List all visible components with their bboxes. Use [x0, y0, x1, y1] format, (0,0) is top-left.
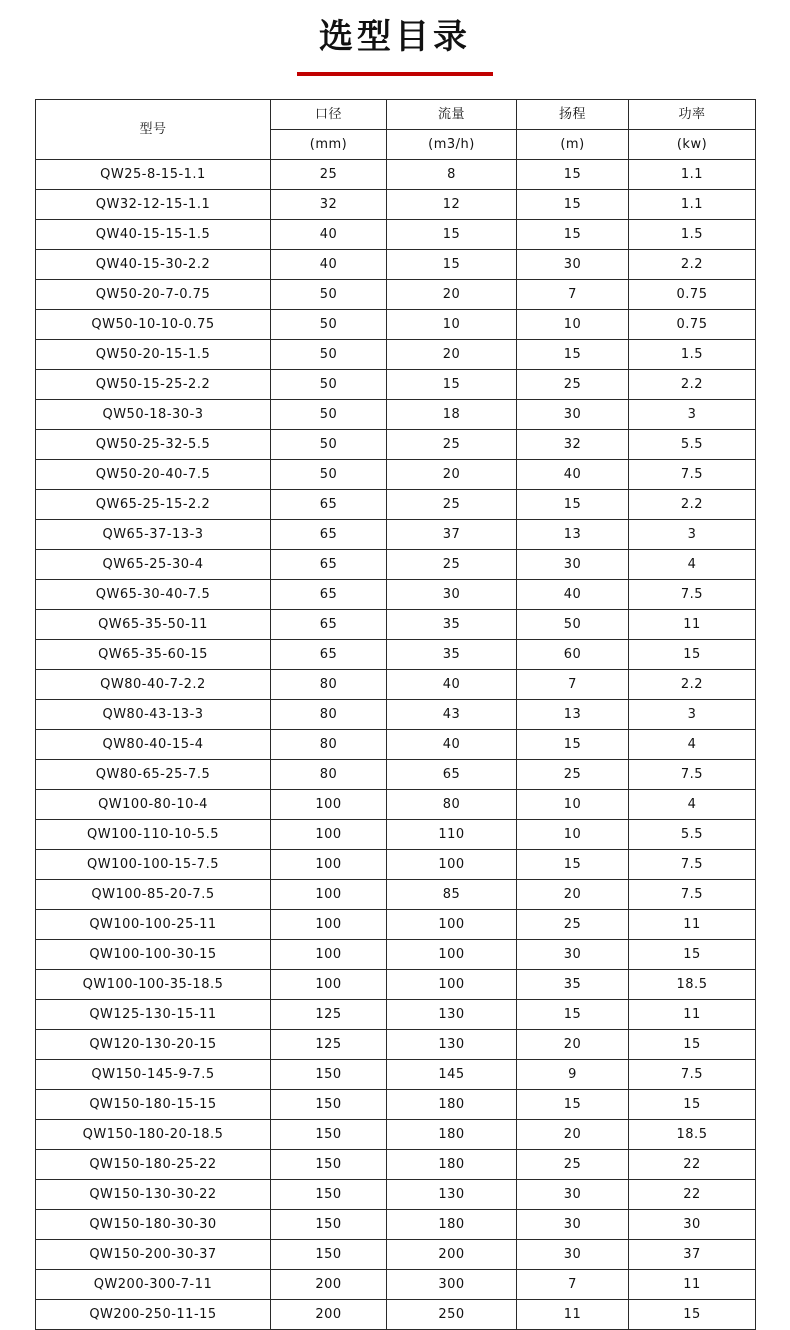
cell-bore: 100 — [271, 820, 387, 850]
cell-power: 11 — [629, 1270, 756, 1300]
cell-power: 2.2 — [629, 370, 756, 400]
cell-flow: 8 — [387, 160, 517, 190]
cell-power: 18.5 — [629, 970, 756, 1000]
cell-flow: 110 — [387, 820, 517, 850]
cell-head: 50 — [517, 610, 629, 640]
cell-bore: 200 — [271, 1300, 387, 1330]
cell-bore: 50 — [271, 310, 387, 340]
cell-power: 2.2 — [629, 490, 756, 520]
cell-power: 1.1 — [629, 160, 756, 190]
table-row — [36, 820, 756, 850]
table-row — [36, 850, 756, 880]
cell-power: 1.5 — [629, 340, 756, 370]
cell-bore: 150 — [271, 1060, 387, 1090]
cell-head: 9 — [517, 1060, 629, 1090]
cell-flow: 15 — [387, 250, 517, 280]
cell-head: 13 — [517, 520, 629, 550]
cell-flow: 15 — [387, 370, 517, 400]
cell-model: QW40-15-15-1.5 — [36, 220, 271, 250]
header-unit-head: (m) — [517, 130, 629, 160]
cell-bore: 50 — [271, 430, 387, 460]
cell-head: 25 — [517, 910, 629, 940]
header-unit-power: (kw) — [629, 130, 756, 160]
cell-head: 10 — [517, 820, 629, 850]
cell-head: 40 — [517, 460, 629, 490]
cell-flow: 15 — [387, 220, 517, 250]
cell-model: QW65-30-40-7.5 — [36, 580, 271, 610]
cell-bore: 100 — [271, 970, 387, 1000]
cell-bore: 50 — [271, 340, 387, 370]
table-row — [36, 610, 756, 640]
table-row — [36, 640, 756, 670]
cell-flow: 250 — [387, 1300, 517, 1330]
cell-flow: 43 — [387, 700, 517, 730]
cell-model: QW50-20-7-0.75 — [36, 280, 271, 310]
table-row — [36, 460, 756, 490]
cell-model: QW50-20-40-7.5 — [36, 460, 271, 490]
cell-model: QW150-180-25-22 — [36, 1150, 271, 1180]
cell-model: QW65-35-50-11 — [36, 610, 271, 640]
table-row — [36, 220, 756, 250]
cell-model: QW150-180-30-30 — [36, 1210, 271, 1240]
table-row — [36, 190, 756, 220]
table-row — [36, 400, 756, 430]
spec-table — [35, 99, 756, 1330]
cell-bore: 150 — [271, 1090, 387, 1120]
cell-flow: 130 — [387, 1030, 517, 1060]
cell-flow: 100 — [387, 970, 517, 1000]
cell-flow: 100 — [387, 940, 517, 970]
table-row — [36, 1240, 756, 1270]
cell-model: QW50-10-10-0.75 — [36, 310, 271, 340]
cell-model: QW80-40-15-4 — [36, 730, 271, 760]
cell-bore: 40 — [271, 220, 387, 250]
cell-head: 15 — [517, 850, 629, 880]
table-row — [36, 1090, 756, 1120]
cell-flow: 180 — [387, 1150, 517, 1180]
cell-bore: 50 — [271, 400, 387, 430]
cell-bore: 25 — [271, 160, 387, 190]
cell-bore: 150 — [271, 1120, 387, 1150]
cell-head: 15 — [517, 730, 629, 760]
cell-bore: 150 — [271, 1210, 387, 1240]
table-row — [36, 970, 756, 1000]
cell-bore: 40 — [271, 250, 387, 280]
cell-model: QW200-250-11-15 — [36, 1300, 271, 1330]
cell-power: 37 — [629, 1240, 756, 1270]
cell-power: 2.2 — [629, 250, 756, 280]
cell-flow: 300 — [387, 1270, 517, 1300]
table-row — [36, 1120, 756, 1150]
table-row — [36, 880, 756, 910]
cell-model: QW100-100-25-11 — [36, 910, 271, 940]
cell-power: 22 — [629, 1150, 756, 1180]
cell-head: 25 — [517, 760, 629, 790]
table-row — [36, 340, 756, 370]
cell-head: 30 — [517, 550, 629, 580]
cell-model: QW65-25-15-2.2 — [36, 490, 271, 520]
cell-bore: 100 — [271, 880, 387, 910]
cell-model: QW200-300-7-11 — [36, 1270, 271, 1300]
cell-bore: 80 — [271, 670, 387, 700]
table-row — [36, 1000, 756, 1030]
cell-power: 15 — [629, 640, 756, 670]
cell-bore: 100 — [271, 940, 387, 970]
cell-model: QW100-100-30-15 — [36, 940, 271, 970]
cell-power: 15 — [629, 1300, 756, 1330]
cell-power: 4 — [629, 550, 756, 580]
cell-bore: 150 — [271, 1180, 387, 1210]
cell-power: 0.75 — [629, 310, 756, 340]
cell-flow: 180 — [387, 1210, 517, 1240]
cell-flow: 200 — [387, 1240, 517, 1270]
cell-bore: 100 — [271, 790, 387, 820]
cell-bore: 80 — [271, 730, 387, 760]
cell-model: QW125-130-15-11 — [36, 1000, 271, 1030]
cell-flow: 100 — [387, 910, 517, 940]
cell-power: 7.5 — [629, 580, 756, 610]
cell-head: 60 — [517, 640, 629, 670]
cell-model: QW100-85-20-7.5 — [36, 880, 271, 910]
cell-power: 11 — [629, 910, 756, 940]
cell-flow: 180 — [387, 1090, 517, 1120]
table-row — [36, 940, 756, 970]
cell-flow: 20 — [387, 280, 517, 310]
cell-model: QW32-12-15-1.1 — [36, 190, 271, 220]
cell-model: QW150-200-30-37 — [36, 1240, 271, 1270]
cell-head: 30 — [517, 400, 629, 430]
table-row — [36, 430, 756, 460]
table-row — [36, 1060, 756, 1090]
cell-flow: 20 — [387, 340, 517, 370]
cell-head: 32 — [517, 430, 629, 460]
header-unit-flow: (m3/h) — [387, 130, 517, 160]
cell-power: 11 — [629, 610, 756, 640]
cell-head: 15 — [517, 190, 629, 220]
cell-bore: 150 — [271, 1240, 387, 1270]
cell-head: 15 — [517, 490, 629, 520]
cell-flow: 80 — [387, 790, 517, 820]
header-head: 扬程 — [517, 100, 629, 130]
cell-flow: 130 — [387, 1180, 517, 1210]
table-row — [36, 700, 756, 730]
cell-head: 10 — [517, 310, 629, 340]
cell-power: 7.5 — [629, 850, 756, 880]
cell-bore: 50 — [271, 370, 387, 400]
cell-power: 4 — [629, 790, 756, 820]
cell-head: 15 — [517, 1000, 629, 1030]
cell-power: 7.5 — [629, 880, 756, 910]
table-row — [36, 280, 756, 310]
cell-power: 11 — [629, 1000, 756, 1030]
cell-head: 10 — [517, 790, 629, 820]
cell-model: QW65-35-60-15 — [36, 640, 271, 670]
cell-flow: 10 — [387, 310, 517, 340]
cell-head: 7 — [517, 1270, 629, 1300]
cell-model: QW100-100-15-7.5 — [36, 850, 271, 880]
cell-power: 15 — [629, 940, 756, 970]
table-row — [36, 1030, 756, 1060]
cell-flow: 180 — [387, 1120, 517, 1150]
table-header — [36, 100, 756, 160]
cell-model: QW80-40-7-2.2 — [36, 670, 271, 700]
cell-power: 1.5 — [629, 220, 756, 250]
cell-model: QW65-25-30-4 — [36, 550, 271, 580]
cell-head: 15 — [517, 1090, 629, 1120]
cell-flow: 20 — [387, 460, 517, 490]
cell-head: 35 — [517, 970, 629, 1000]
cell-bore: 50 — [271, 460, 387, 490]
cell-bore: 125 — [271, 1030, 387, 1060]
cell-model: QW50-25-32-5.5 — [36, 430, 271, 460]
cell-bore: 200 — [271, 1270, 387, 1300]
cell-bore: 80 — [271, 700, 387, 730]
cell-model: QW150-130-30-22 — [36, 1180, 271, 1210]
cell-bore: 125 — [271, 1000, 387, 1030]
cell-power: 7.5 — [629, 460, 756, 490]
cell-head: 20 — [517, 880, 629, 910]
cell-head: 30 — [517, 1180, 629, 1210]
cell-power: 5.5 — [629, 820, 756, 850]
cell-flow: 18 — [387, 400, 517, 430]
header-power: 功率 — [629, 100, 756, 130]
table-row — [36, 1300, 756, 1330]
cell-head: 13 — [517, 700, 629, 730]
cell-power: 15 — [629, 1030, 756, 1060]
cell-bore: 65 — [271, 550, 387, 580]
table-row — [36, 370, 756, 400]
cell-bore: 32 — [271, 190, 387, 220]
cell-bore: 100 — [271, 850, 387, 880]
cell-head: 20 — [517, 1120, 629, 1150]
cell-power: 1.1 — [629, 190, 756, 220]
title-block — [0, 0, 790, 76]
cell-power: 5.5 — [629, 430, 756, 460]
cell-head: 25 — [517, 370, 629, 400]
cell-flow: 40 — [387, 670, 517, 700]
table-row — [36, 550, 756, 580]
cell-bore: 150 — [271, 1150, 387, 1180]
header-flow: 流量 — [387, 100, 517, 130]
cell-flow: 25 — [387, 430, 517, 460]
table-row — [36, 490, 756, 520]
cell-bore: 65 — [271, 640, 387, 670]
header-model: 型号 — [36, 100, 271, 160]
cell-model: QW150-180-15-15 — [36, 1090, 271, 1120]
cell-power: 2.2 — [629, 670, 756, 700]
table-row — [36, 160, 756, 190]
cell-model: QW50-15-25-2.2 — [36, 370, 271, 400]
cell-model: QW25-8-15-1.1 — [36, 160, 271, 190]
cell-head: 30 — [517, 940, 629, 970]
cell-model: QW50-18-30-3 — [36, 400, 271, 430]
cell-bore: 65 — [271, 490, 387, 520]
cell-flow: 25 — [387, 550, 517, 580]
cell-bore: 80 — [271, 760, 387, 790]
cell-bore: 100 — [271, 910, 387, 940]
title-underline-rule — [297, 72, 493, 76]
cell-head: 15 — [517, 220, 629, 250]
table-row — [36, 310, 756, 340]
cell-model: QW100-100-35-18.5 — [36, 970, 271, 1000]
table-row — [36, 910, 756, 940]
header-bore: 口径 — [271, 100, 387, 130]
cell-head: 30 — [517, 1240, 629, 1270]
cell-flow: 37 — [387, 520, 517, 550]
table-row — [36, 1150, 756, 1180]
cell-bore: 65 — [271, 580, 387, 610]
cell-head: 15 — [517, 160, 629, 190]
cell-flow: 130 — [387, 1000, 517, 1030]
cell-model: QW80-65-25-7.5 — [36, 760, 271, 790]
cell-model: QW150-145-9-7.5 — [36, 1060, 271, 1090]
cell-power: 7.5 — [629, 760, 756, 790]
cell-power: 4 — [629, 730, 756, 760]
cell-model: QW80-43-13-3 — [36, 700, 271, 730]
cell-power: 30 — [629, 1210, 756, 1240]
table-row — [36, 760, 756, 790]
cell-power: 3 — [629, 520, 756, 550]
cell-power: 22 — [629, 1180, 756, 1210]
cell-flow: 25 — [387, 490, 517, 520]
cell-flow: 85 — [387, 880, 517, 910]
cell-flow: 30 — [387, 580, 517, 610]
cell-head: 20 — [517, 1030, 629, 1060]
cell-power: 18.5 — [629, 1120, 756, 1150]
cell-model: QW100-80-10-4 — [36, 790, 271, 820]
cell-head: 7 — [517, 280, 629, 310]
cell-power: 3 — [629, 400, 756, 430]
cell-power: 3 — [629, 700, 756, 730]
table-row — [36, 1210, 756, 1240]
cell-model: QW65-37-13-3 — [36, 520, 271, 550]
cell-flow: 35 — [387, 640, 517, 670]
cell-flow: 65 — [387, 760, 517, 790]
cell-head: 30 — [517, 250, 629, 280]
cell-flow: 40 — [387, 730, 517, 760]
cell-bore: 50 — [271, 280, 387, 310]
cell-model: QW120-130-20-15 — [36, 1030, 271, 1060]
spec-table-container — [35, 99, 755, 1330]
table-row — [36, 670, 756, 700]
cell-model: QW50-20-15-1.5 — [36, 340, 271, 370]
cell-model: QW150-180-20-18.5 — [36, 1120, 271, 1150]
header-row-names — [36, 100, 756, 130]
cell-flow: 12 — [387, 190, 517, 220]
table-row — [36, 1180, 756, 1210]
cell-bore: 65 — [271, 520, 387, 550]
table-body — [36, 160, 756, 1330]
cell-power: 0.75 — [629, 280, 756, 310]
cell-head: 25 — [517, 1150, 629, 1180]
cell-head: 7 — [517, 670, 629, 700]
cell-flow: 35 — [387, 610, 517, 640]
table-row — [36, 250, 756, 280]
cell-flow: 100 — [387, 850, 517, 880]
cell-head: 40 — [517, 580, 629, 610]
table-row — [36, 1270, 756, 1300]
header-unit-bore: (mm) — [271, 130, 387, 160]
table-row — [36, 520, 756, 550]
cell-model: QW100-110-10-5.5 — [36, 820, 271, 850]
cell-bore: 65 — [271, 610, 387, 640]
cell-power: 7.5 — [629, 1060, 756, 1090]
cell-head: 15 — [517, 340, 629, 370]
table-row — [36, 580, 756, 610]
cell-flow: 145 — [387, 1060, 517, 1090]
cell-head: 11 — [517, 1300, 629, 1330]
table-row — [36, 730, 756, 760]
cell-model: QW40-15-30-2.2 — [36, 250, 271, 280]
cell-power: 15 — [629, 1090, 756, 1120]
cell-head: 30 — [517, 1210, 629, 1240]
table-row — [36, 790, 756, 820]
page-title: 选型目录 — [319, 17, 471, 57]
